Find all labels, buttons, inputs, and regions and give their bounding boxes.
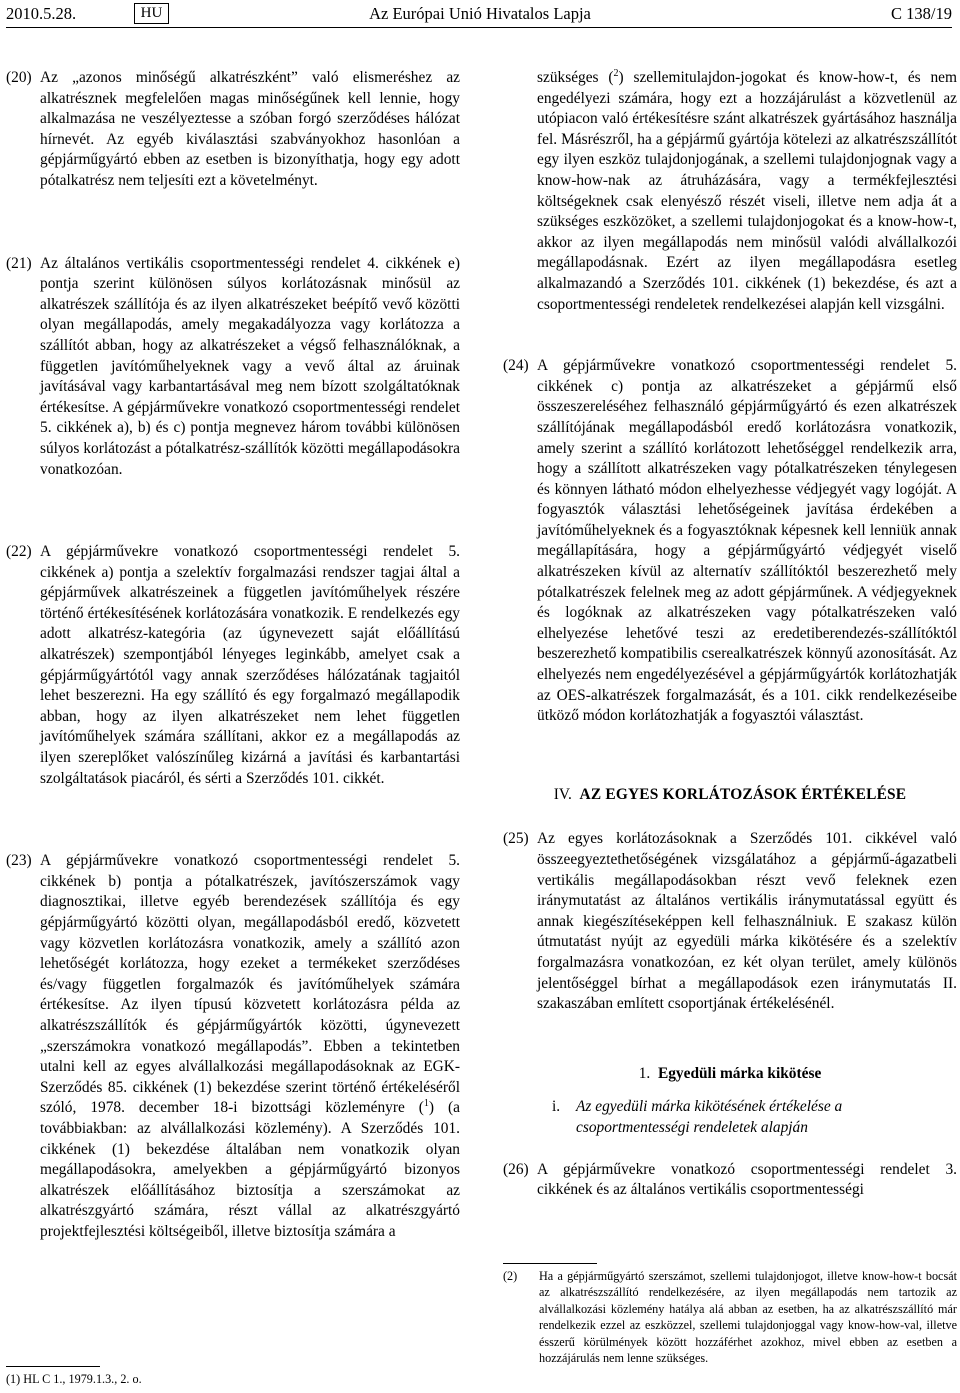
paragraph-25 [503,829,957,1014]
publication-date: 2010.5.28. [6,4,77,23]
footnote-mark: (1) [6,1372,21,1386]
footnote-reference[interactable]: 1 [423,1098,429,1110]
paragraph-20 [6,68,460,192]
paragraph-22 [6,542,460,789]
paragraph-24 [503,356,957,727]
paragraph-number: (20) [6,69,32,86]
journal-title: Az Európai Unió Hivatalos Lapja [369,4,591,23]
paragraph-text: A gépjárművekre vonatkozó csoportmentességi rendelet 5. cikkének a) pontja a szelektív forgalmazási rendszer tagjai által a gépjárművek alkatrészeinek a független javítóműhelyek részére történő értékesítésének korlátozására vonatkozik. E rendelkezés egy adott alkatrész-kategória (az úgynevezett saját előállítású alkatrészek) szempontjából lényeges leginkább, amelyet csak a gépjárműgyártótól vagy annak szerződéses hálózatának tagjaitól lehet beszerezni. Ha egy szállító és egy forgalmazó megállapodik abban, hogy az ilyen alkatrészeket nem lehet független javítóműhelyek számára szállítani, akkor ez a megállapodás az ilyen szereplőket valószínűleg kizárná a javítási és karbantartási szolgáltatások piacáról, és sérti a Szerződés 101. cikkét. [40,543,460,787]
footnote-2 [503,1268,957,1366]
subsection-number: 1. [638,1064,651,1082]
subsection-heading [503,1064,957,1085]
section-heading [503,785,957,806]
paragraph-number: (24) [503,357,529,375]
footnote-rule [6,1366,100,1367]
subsubsection-number: i. [552,1098,561,1116]
section-title: AZ EGYES KORLÁTOZÁSOK ÉRTÉKELÉSE [579,785,907,803]
footnote-mark: (2) [503,1269,518,1283]
paragraph-text: A gépjárművekre vonatkozó csoportmentességi rendelet 5. cikkének c) pontja az alkatrészeket a gépjármű első összeszereléséhez felhasználó gépjárműgyártó és ezen alkatrészek szállítójának megállapodásból eredő korlátozásra vonatkozik, amely szerint a szállító korlátozott lehetőséggel rendelkezik arra, hogy a szállított alkatrészeken vagy pótalkatrészeken ténylegesen és könnyen látható módon elhelyezhesse védjegyét vagy logóját. A fogyasztók választási lehetőségeinek javítása érdekében a javítóműhelyeknek és a fogyasztóknak képesnek kell lenniük annak megállapítására, hogy a gépjárműgyártó védjegyét viselő alkatrészeken kívül az alternatív szállítóktól beszerezhető mely pótalkatrészek felelnek meg az adott gépjárműnek. A védjegyeknek és logóknak az alkatrészeken vagy pótalkatrészeken való elhelyezése lehetővé teszi az eredetiberendezés-szállítóktól beszerezhető kompatibilis cserealkatrészek könnyű azonosítását. Az elhelyezés nem engedélyezésével a gépjárműgyártók korlátozhatják az OES-alkatrészek forgalmazását, és a 101. cikk rendelkezéseibe ütköző módon korlátozhatják a fogyasztói választást. [537,357,957,725]
language-badge: HU [134,3,169,24]
paragraph-text: A gépjárművekre vonatkozó csoportmentességi rendelet 5. cikkének b) pontja a pótalkatrészek, javítószerszámok vagy diagnosztikai, illetve egyéb berendezések szállítója és egy gépjárműgyártó közötti olyan, megállapodásból eredő, közvetett vagy közvetlen korlátozásra vonatkozik, amely a szállító azon lehetőségét korlátozza, hogy ezeket a termékeket szerződéses és/vagy független forgalmazók és javítóműhelyek számára értékesítse. Az ilyen típusú közvetett korlátozásra példa az alkatrészszállítók és gépjárműgyártók közötti, úgynevezett „szerszámokra vonatkozó megállapodás”. Ebben a tekintetben utalni kell az egyes alvállalkozási megállapodásoknak az EGK-Szerződés 85. cikkének (1) bekezdése szerint történő értékeléséről szóló, 1978. december 18-i bizottsági közleményre ($^1$) (a továbbiakban: az alvállalkozási közlemény). A Szerződés 101. cikkének (1) bekezdése általában nem vonatkozik olyan megállapodásokra, amelyekben a gépjárműgyártó bizonyos alkatrészek előállításához biztosítja a szerszámokat az alkatrészgyártó számára, részt vállal az alkatrészgyártó projektfejlesztési költségeiből, illetve biztosítja számára a [40,852,460,1240]
left-column [6,68,460,1243]
header-rule [6,27,952,28]
paragraph-23 [6,851,460,1242]
paragraph-text: A gépjárművekre vonatkozó csoportmentességi rendelet 3. cikkének és az általános vertikális csoportmentességi [537,1160,957,1199]
paragraph-number: (22) [6,543,32,561]
paragraph-number: (26) [503,1160,529,1178]
footnote-text: Ha a gépjárműgyártó szerszámot, szellemi tulajdonjogot, illetve know-how-t bocsát az alkatrészszállító rendelkezésére, az ilyen megállapodás nem tartozik az alvállalkozási közlemény hatálya alá abban az esetben, ha az alkatrészszállító már rendelkezik ezzel az eszközzel, szellemi tulajdonjoggal vagy know-how-val, illetve ésszerű körülmények között hozzáférhet azokhoz, mivel ebben az esetben a hozzájárulás nem lenne szükséges. [539,1269,957,1366]
subsection-title: Egyedüli márka kikötése [657,1064,822,1082]
paragraph-number: (21) [6,254,32,272]
paragraph-text: Az „azonos minőségű alkatrészként” való elismeréshez az alkatrésznek megfelelően magas minőségűnek kell lennie, hogy alkalmazása ne veszélyeztesse a szóban forgó szerződéses hálózat hírnevét. Az egyéb kiválasztási szabványokhoz hasonlóan a gépjárműgyártó ebben az esetben is bizonyíthatja, hogy egy adott pótalkatrész nem teljesíti ezt a követelményt. [40,69,460,189]
section-roman: IV. [553,785,572,803]
paragraph-text: Az általános vertikális csoportmentességi rendelet 4. cikkének e) pontja szerint különösen súlyos korlátozásnak minősül az alkatrészek szállítója és az ilyen alkatrészeket beépítő vevő közötti olyan megállapodás, amely megakadályozza vagy korlátozza a szállítót abban, hogy az alkatrészeket a végső felhasználóknak, a független javítóműhelyeknek vagy a vevő által az áruinak javításával vagy karbantartásával meg nem bízott szolgáltatóknak értékesítse. A gépjárművekre vonatkozó csoportmentességi rendelet 5. cikkének a), b) és c) pontja megnevez három további különösen súlyos korlátozást a pótalkatrész-szállítók közötti megállapodásokra vonatkozóan. [40,254,460,478]
subsubsection-heading [503,1097,957,1138]
subsubsection-title: Az egyedüli márka kikötésének értékelése a csoportmentességi rendeletek alapján [576,1098,843,1136]
paragraph-text: szükséges ($^2$) szellemitulajdon-jogokat és know-how-t, és nem engedélyezi számára, hogy ezt a hozzájárulást a közvetlenül az utópiacon való értékesítésre szánt alkatrészek gyártásához használja fel. Másrészről, ha a gépjármű gyártója kötelezi az alkatrészszállítót egy ilyen eszköz tulajdonjogának, a szellemi tulajdonjognak vagy a know-how-nak az átruházására, vagy a termékfejlesztési költségeknek csak elenyésző részét viseli, illetve nem adja át a szükséges eszközöket, a szellemi tulajdonjogokat és a know-how-t, akkor az ilyen megállapodás nem minősül valódi alvállalkozói megállapodásnak. Ezért az ilyen megállapodásra esetleg alkalmazandó a Szerződés 101. cikkének (1) bekezdése, és azt a csoportmentességi rendeletek rendelkezései alapján kell vizsgálni. [537,67,957,313]
paragraph-23-continued [503,68,957,315]
paragraph-number: (23) [6,852,32,870]
paragraph-number: (25) [503,830,529,848]
footnote-reference[interactable]: 2 [613,67,619,79]
paragraph-text: Az egyes korlátozásoknak a Szerződés 101. cikkével való összeegyeztethetőségének vizsgálatához a gépjármű-ágazatbeli vertikális megállapodásokban részt vevő feleknek ezen iránymutatást az általános vertikális iránymutatással együtt és annak kiegészítéseképpen kell felhasználniuk. E szakasz külön útmutatást nyújt az egyedüli márka kikötésére és a szelektív forgalmazásra vonatkozóan, ez két olyan terület, amely különös jelentőséggel bírhat a megállapodások ezen iránymutatás II. szakaszában említett csoportjának értékelésénél. [537,830,957,1013]
page-number: C 138/19 [891,4,952,23]
page-header [0,0,960,30]
footnote-text: HL C 1., 1979.1.3., 2. o. [23,1372,142,1386]
paragraph-21 [6,254,460,481]
paragraph-26 [503,1160,957,1201]
footnote-1 [6,1371,460,1387]
right-column [503,68,957,1201]
footnote-rule [503,1263,597,1264]
